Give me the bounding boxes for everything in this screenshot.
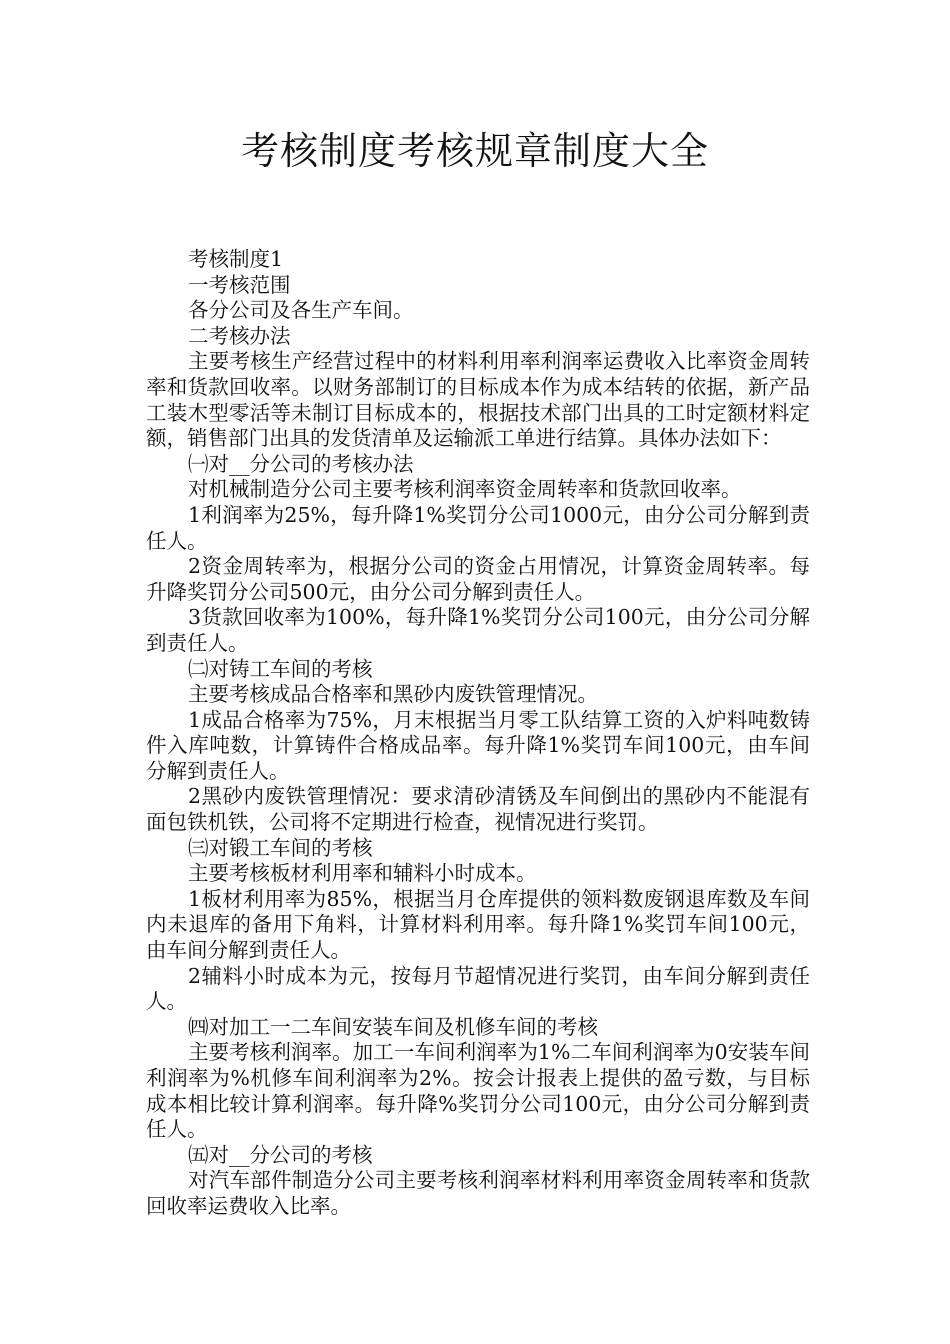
- paragraph: 各分公司及各生产车间。: [188, 298, 414, 323]
- paragraph: ㈡对铸工车间的考核: [188, 656, 373, 681]
- paragraph: 一考核范围: [188, 272, 291, 297]
- paragraph: 主要考核板材利用率和辅料小时成本。: [188, 861, 537, 886]
- paragraph: 1利润率为25%，每升降1%奖罚分公司1000元，由分公司分解到责任人。: [146, 502, 810, 553]
- document-title: 考核制度考核规章制度大全: [240, 129, 709, 173]
- document-body: [146, 247, 810, 1220]
- paragraph: 1板材利用率为85%，根据当月仓库提供的领料数废钢退库数及车间内未退库的备用下角料，计算材料利用率。每升降1%奖罚车间100元，由车间分解到责任人。: [146, 886, 810, 963]
- paragraph: 3货款回收率为100%，每升降1%奖罚分公司100元，由分公司分解到责任人。: [146, 605, 810, 655]
- paragraph: 主要考核生产经营过程中的材料利用率利润率运费收入比率资金周转率和货款回收率。以财务部制订的目标成本作为成本结转的依据，新产品工装木型零活等未制订目标成本的，根据技术部门出具的工时定额材料定额，销售部门出具的发货清单及运输派工单进行结算。具体办法如下：: [146, 349, 810, 451]
- paragraph: 1成品合格率为75%，月末根据当月零工队结算工资的入炉料吨数铸件入库吨数，计算铸件合格成品率。每升降1%奖罚车间100元，由车间分解到责任人。: [146, 707, 810, 783]
- paragraph: ㈣对加工一二车间安装车间及机修车间的考核: [188, 1014, 598, 1039]
- paragraph: 对机械制造分公司主要考核利润率资金周转率和货款回收率。: [188, 477, 742, 502]
- paragraph: 对汽车部件制造分公司主要考核利润率材料利用率资金周转率和货款回收率运费收入比率。: [146, 1168, 810, 1218]
- paragraph: 2黑砂内废铁管理情况：要求清砂清锈及车间倒出的黑砂内不能混有面包铁机铁，公司将不定期进行检查，视情况进行奖罚。: [146, 784, 810, 835]
- paragraph: ㈢对锻工车间的考核: [188, 835, 373, 860]
- paragraph: 主要考核成品合格率和黑砂内废铁管理情况。: [188, 682, 598, 707]
- paragraph: 二考核办法: [188, 323, 291, 348]
- paragraph: ㈠对__分公司的考核办法: [188, 451, 414, 476]
- paragraph: ㈤对__分公司的考核: [188, 1142, 373, 1167]
- paragraph: 2辅料小时成本为元，按每月节超情况进行奖罚，由车间分解到责任人。: [146, 963, 810, 1014]
- paragraph: 主要考核利润率。加工一车间利润率为1%二车间利润率为0安装车间利润率为%机修车间利润率为2%。按会计报表上提供的盈亏数，与目标成本相比较计算利润率。每升降%奖罚分公司100元，由分公司分解到责任人。: [146, 1040, 810, 1142]
- paragraph: 2资金周转率为，根据分公司的资金占用情况，计算资金周转率。每升降奖罚分公司500元，由分公司分解到责任人。: [146, 554, 810, 604]
- paragraph: 考核制度1: [188, 247, 284, 271]
